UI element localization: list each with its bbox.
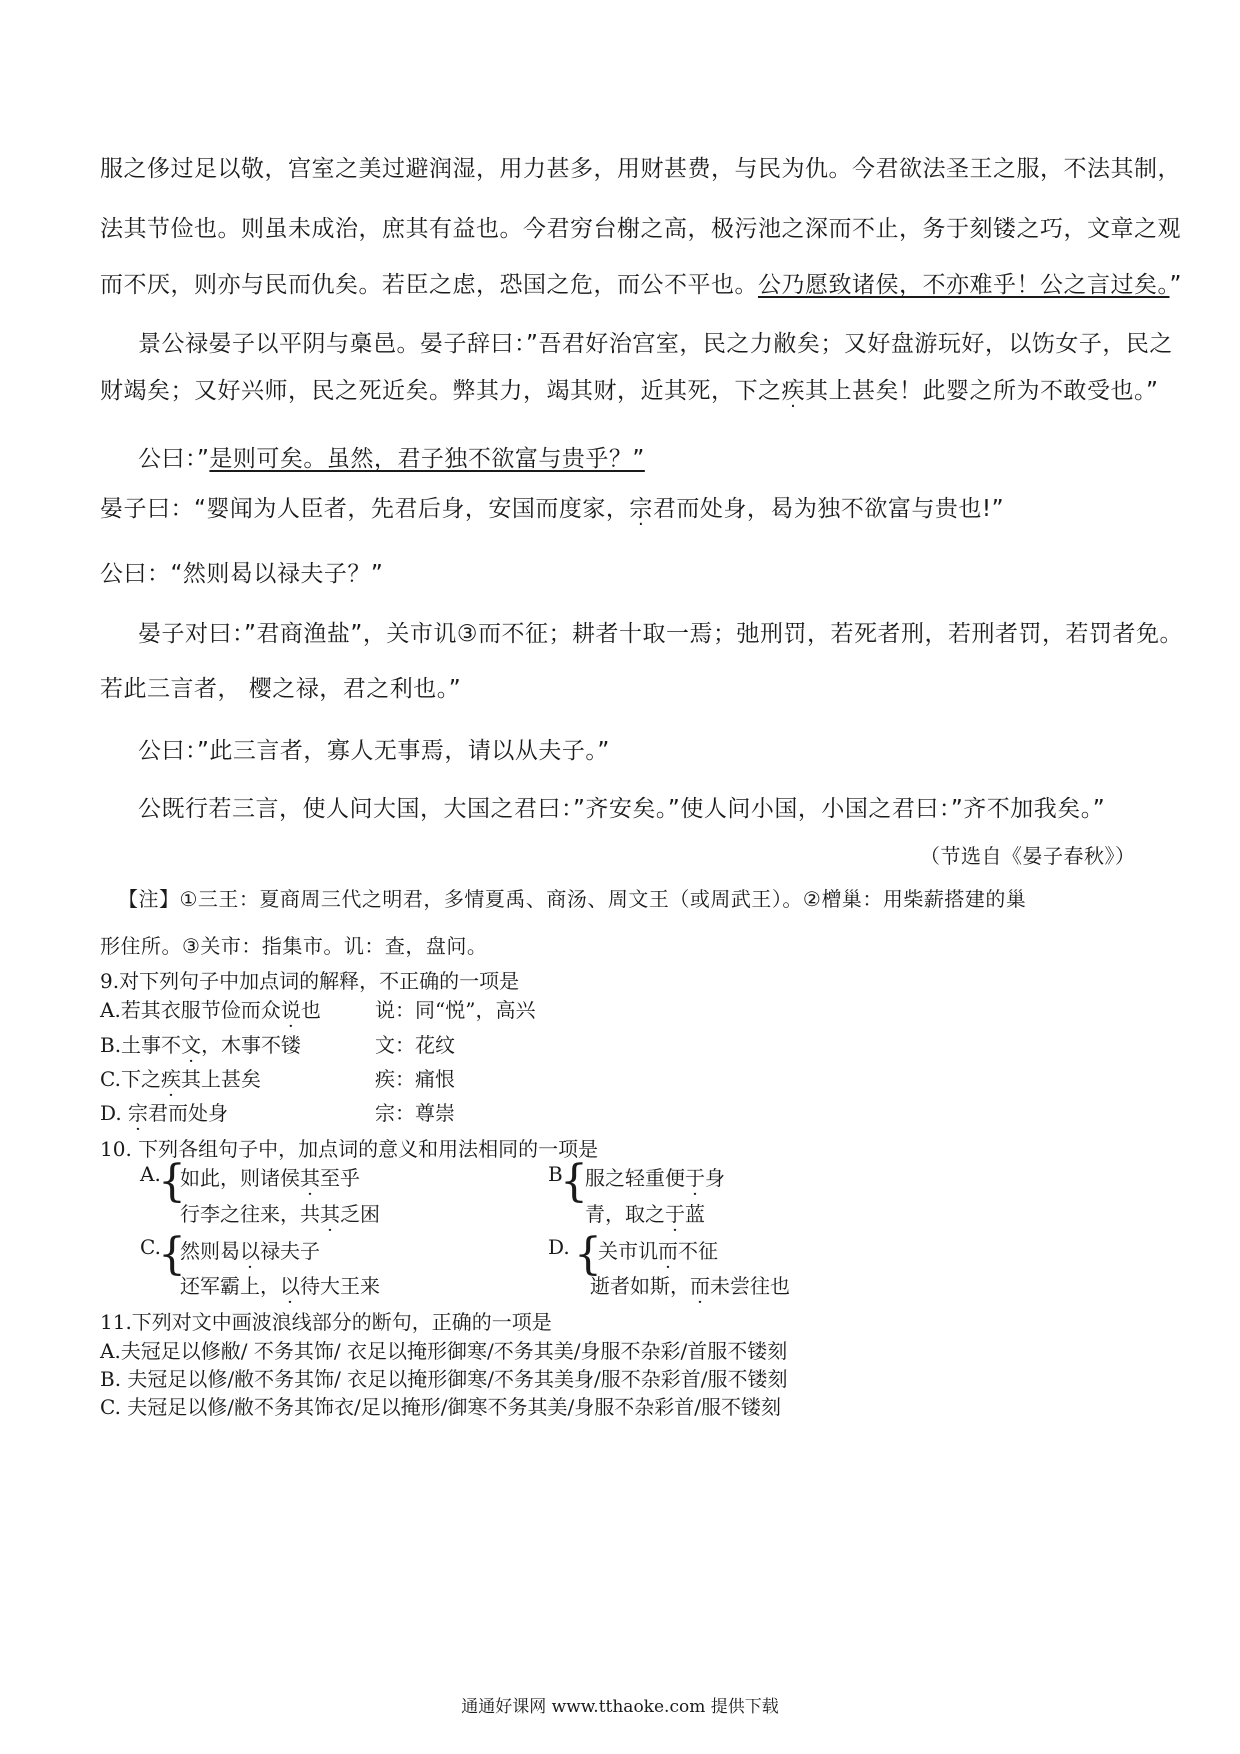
q10-option-a-line1: 如此，则诸侯其至乎 (180, 1166, 360, 1190)
note-line: 【注】①三王：夏商周三代之明君，多情夏禹、商汤、周文王（或周武王）。②橧巢：用柴薪搭建的巢 (118, 887, 1027, 911)
brace-icon: { (158, 1229, 186, 1280)
q10-option-c-line1: 然则曷以禄夫子 (180, 1239, 320, 1263)
passage-text: 公曰：” (138, 446, 210, 472)
dotted-word: 疾 (781, 378, 805, 404)
q10-option-a-label: A. (140, 1162, 161, 1186)
passage-text: 其上甚矣！此婴之所为不敢受也。” (805, 378, 1159, 404)
passage-line (100, 490, 1004, 523)
q10-option-c-label: C. (140, 1235, 161, 1259)
question-10-stem: 10. 下列各组句子中，加点词的意义和用法相同的一项是 (100, 1137, 599, 1161)
note-line: 形住所。③关市：指集市。讥：查，盘问。 (100, 934, 488, 958)
brace-icon: { (560, 1156, 588, 1207)
page-footer: 通通好课网 www.tthaoke.com 提供下载 (461, 1697, 779, 1717)
q10-option-b-line2: 青，取之于蓝 (585, 1202, 705, 1226)
q11-option-a: A.夫冠足以修敝/ 不务其饰/ 衣足以掩形御寒/不务其美/身服不杂彩/首服不镂刻 (100, 1339, 788, 1363)
passage-line: 服之侈过足以敬，宫室之美过避润湿，用力甚多，用财甚费，与民为仇。今君欲法圣王之服，不法其制， (100, 156, 1181, 182)
q9-option-b: B.土事不文，木事不镂 (100, 1033, 302, 1057)
q10-option-d-line1: 关市讥而不征 (598, 1239, 718, 1263)
q10-option-c-line2: 还军霸上，以待大王来 (180, 1274, 380, 1298)
passage-line (100, 266, 1182, 299)
dotted-word: 宗 (629, 496, 653, 522)
passage-line: 景公禄晏子以平阴与槀邑。晏子辞曰：”吾君好治宫室，民之力敝矣；又好盘游玩好，以饬女子，民之 (138, 331, 1173, 357)
passage-text: 财竭矣；又好兴师，民之死近矣。弊其力，竭其财，近其死，下之 (100, 378, 782, 404)
passage-text: 而不厌，则亦与民而仇矣。若臣之虑，恐国之危，而公不平也。 (100, 272, 758, 298)
q9-option-d: D. 宗君而处身 (100, 1101, 229, 1125)
q10-option-b-label: B (548, 1162, 563, 1186)
passage-text: 晏子曰：“婴闻为人臣者，先君后身，安国而度家， (100, 496, 630, 522)
q9-option-a: A.若其衣服节俭而众说也 (100, 998, 321, 1022)
q10-option-a-line2: 行李之往来，共其乏困 (180, 1202, 380, 1226)
passage-line: 公曰：“然则曷以禄夫子？” (100, 561, 384, 587)
question-9-stem: 9.对下列句子中加点词的解释，不正确的一项是 (100, 969, 520, 993)
q9-option-b-gloss: 文：花纹 (375, 1033, 455, 1057)
q9-option-c-gloss: 疾：痛恨 (375, 1067, 455, 1091)
passage-line: 公曰：”此三言者，寡人无事焉，请以从夫子。” (138, 738, 610, 764)
passage-line (138, 440, 645, 473)
passage-text: ” (1169, 272, 1182, 298)
brace-icon: { (158, 1156, 186, 1207)
passage-line: 晏子对曰：”君商渔盐”，关市讥③而不征；耕者十取一焉；弛刑罚，若死者刑，若刑者罚，若罚者免。 (138, 621, 1183, 647)
passage-text: 君而处身，曷为独不欲富与贵也!” (652, 496, 1005, 522)
source-citation: （节选自《晏子春秋》） (920, 844, 1136, 868)
q11-option-b: B. 夫冠足以修/敝不务其饰/ 衣足以掩形御寒/不务其美身/服不杂彩首/服不镂刻 (100, 1367, 788, 1391)
brace-icon: { (574, 1229, 602, 1280)
q9-option-a-gloss: 说：同“悦”，高兴 (375, 998, 536, 1022)
passage-line: 公既行若三言，使人问大国，大国之君曰：”齐安矣。”使人问小国，小国之君曰：”齐不加我矣。” (138, 796, 1106, 822)
q9-option-d-gloss: 宗：尊崇 (375, 1101, 455, 1125)
q10-option-d-line2: 逝者如斯，而未尝往也 (590, 1274, 790, 1298)
passage-line: 法其节俭也。则虽未成治，庶其有益也。今君穷台榭之高，极污池之深而不止，务于刻镂之巧，文章之观 (100, 216, 1181, 242)
q10-option-d-label: D. (548, 1235, 570, 1259)
passage-line: 若此三言者， 樱之禄，君之利也。” (100, 676, 462, 702)
q9-option-c: C.下之疾其上甚矣 (100, 1067, 261, 1091)
passage-line (100, 372, 1158, 405)
underlined-sentence: 公乃愿致诸侯，不亦难乎！公之言过矣。 (758, 272, 1170, 298)
q10-option-b-line1: 服之轻重便于身 (585, 1166, 725, 1190)
q11-option-c: C. 夫冠足以修/敝不务其饰衣/足以掩形/御寒不务其美/身服不杂彩首/服不镂刻 (100, 1395, 781, 1419)
underlined-sentence: 是则可矣。虽然，君子独不欲富与贵乎？” (209, 446, 645, 472)
question-11-stem: 11.下列对文中画波浪线部分的断句，正确的一项是 (100, 1310, 552, 1334)
